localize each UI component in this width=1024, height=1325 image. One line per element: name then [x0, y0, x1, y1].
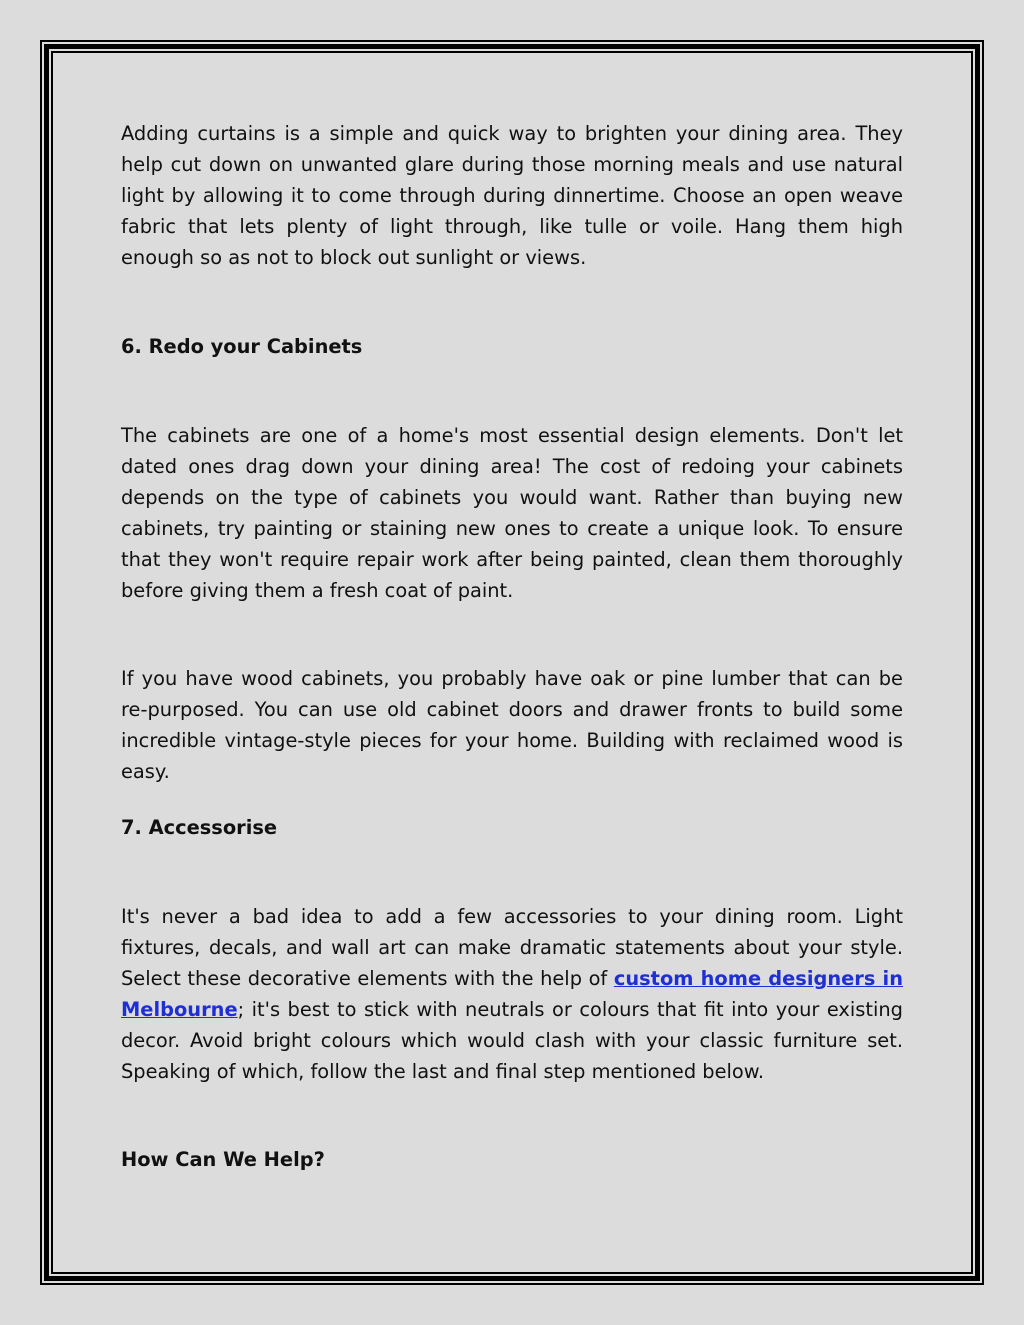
paragraph-accessorise-text-start: It's never a bad idea to add a few accessories to your dining room. Light fixtures, decals, and wall art can make dramatic statements about your style. Select these decorative elements with the help of [121, 905, 903, 990]
heading-redo-cabinets: 6. Redo your Cabinets [121, 335, 363, 358]
heading-how-can-we-help: How Can We Help? [121, 1148, 325, 1171]
paragraph-cabinets-wood: If you have wood cabinets, you probably have oak or pine lumber that can be re-purposed. You can use old cabinet doors and drawer fronts to build some incredible vintage-style pieces for your home. Building with reclaimed wood is easy. [121, 667, 903, 783]
paragraph-curtains: Adding curtains is a simple and quick way to brighten your dining area. They help cut down on unwanted glare during those morning meals and use natural light by allowing it to come through during dinnertime. Choose an open weave fabric that lets plenty of light through, like tulle or voile. Hang them high enough so as not to block out sunlight or views. [121, 122, 903, 269]
paragraph-accessorise [121, 901, 903, 1087]
paragraph-accessorise-text-end: ; it's best to stick with neutrals or colours that fit into your existing decor. Avoid bright colours which would clash with your classic furniture set. Speaking of which, follow the last and final step mentioned below. [121, 998, 903, 1083]
paragraph-cabinets-intro: The cabinets are one of a home's most essential design elements. Don't let dated ones drag down your dining area! The cost of redoing your cabinets depends on the type of cabinets you would want. Rather than buying new cabinets, try painting or staining new ones to create a unique look. To ensure that they won't require repair work after being painted, clean them thoroughly before giving them a fresh coat of paint. [121, 424, 903, 602]
heading-accessorise: 7. Accessorise [121, 816, 278, 839]
custom-home-designers-link[interactable]: custom home designers in Melbourne [121, 967, 904, 1021]
